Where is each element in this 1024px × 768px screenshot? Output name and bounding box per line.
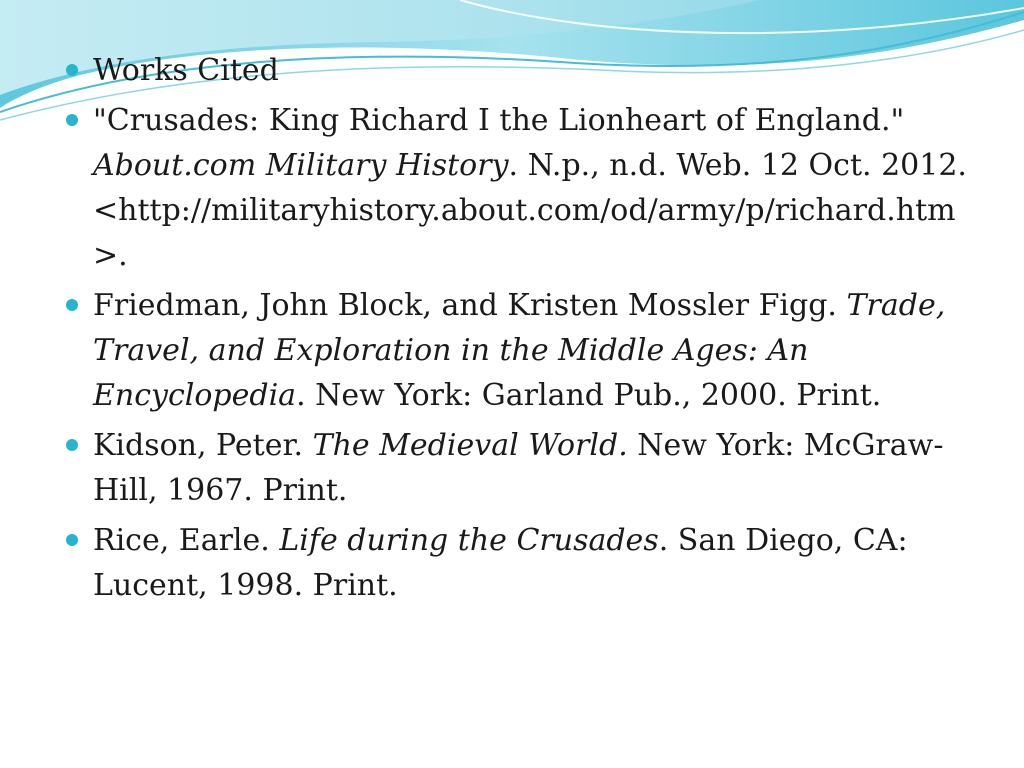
citation-title: About.com Military History <box>93 148 509 183</box>
citation-text: . New York: Garland Pub., 2000. Print. <box>296 378 882 413</box>
list-item-citation <box>64 518 974 608</box>
works-cited-heading: Works Cited <box>93 53 279 88</box>
bullet-icon <box>66 299 78 311</box>
bullet-icon <box>66 114 78 126</box>
citation-text: . San Diego, CA: Lucent, 1998. Print. <box>93 523 908 603</box>
list-item-citation <box>64 423 974 513</box>
citation-text: Kidson, Peter. <box>93 428 313 463</box>
citation-text: Rice, Earle. <box>93 523 280 558</box>
bullet-icon <box>66 64 78 76</box>
citation-text: "Crusades: King Richard I the Lionheart of England." <box>93 103 905 138</box>
bullet-icon <box>66 534 78 546</box>
citation-text: Friedman, John Block, and Kristen Mossler Figg. <box>93 288 847 323</box>
citation-title: The Medieval World. <box>312 428 628 463</box>
list-item-works-cited-heading <box>64 48 974 93</box>
citation-text: New York: McGraw-Hill, 1967. Print. <box>93 428 944 508</box>
list-item-citation <box>64 98 974 278</box>
citation-title: Life during the Crusades <box>279 523 659 558</box>
citation-title: Trade, Travel, and Exploration in the Middle Ages: An Encyclopedia <box>93 288 946 413</box>
bullet-icon <box>66 439 78 451</box>
citation-url: <http://militaryhistory.about.com/od/army/p/richard.htm>. <box>93 193 956 273</box>
list-item-citation <box>64 283 974 418</box>
works-cited-content <box>64 48 974 613</box>
citation-text: . N.p., n.d. Web. 12 Oct. 2012. <box>508 148 967 183</box>
citation-list <box>64 48 974 608</box>
